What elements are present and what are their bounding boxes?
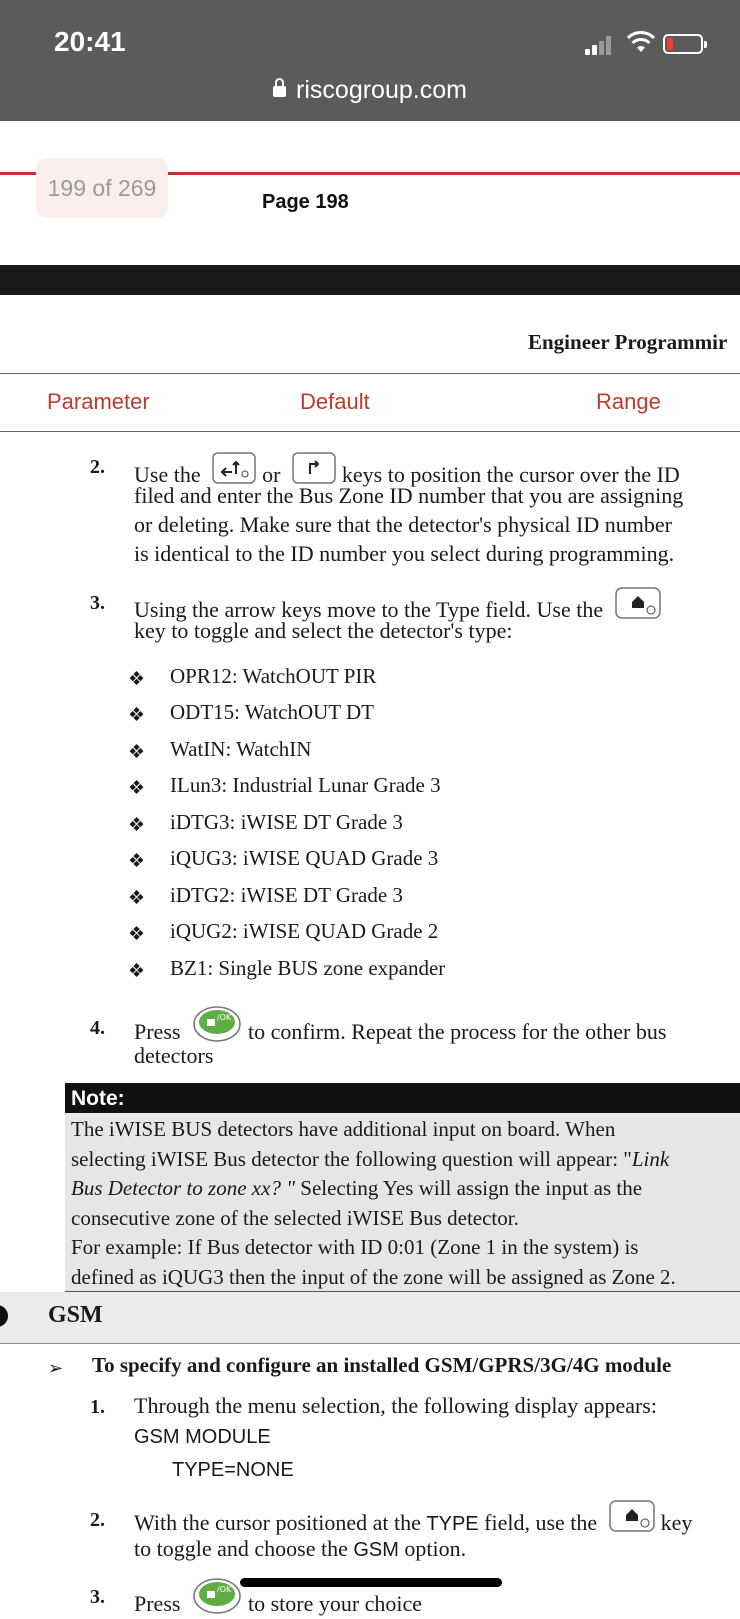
procedure-heading: To specify and configure an installed GSM/GPRS/3G/4G module: [92, 1353, 672, 1377]
step-4-line-1: Press /OK to confirm. Repeat the process for the other bus: [134, 1005, 666, 1047]
list-item: OPR12: WatchOUT PIR: [170, 664, 377, 688]
address-bar[interactable]: [0, 76, 740, 105]
browser-top-bar: [0, 0, 740, 121]
step-number: 1.: [90, 1396, 105, 1418]
col-header-range: Range: [596, 389, 661, 414]
running-head: Engineer Programmir: [528, 330, 728, 354]
wifi-icon: [626, 30, 656, 56]
signal-strength-icon: [585, 35, 617, 55]
list-item: WatIN: WatchIN: [170, 737, 312, 761]
svg-text:/OK: /OK: [216, 1585, 232, 1594]
step-2-line-1: Use the or keys to position the cursor over the ID: [134, 452, 680, 490]
note-line: consecutive zone of the selected iWISE Bus detector.: [71, 1205, 519, 1230]
step-number: 4.: [90, 1017, 105, 1039]
bullet-icon: ❖: [128, 815, 146, 836]
list-item: iDTG3: iWISE DT Grade 3: [170, 810, 403, 834]
bullet-icon: ❖: [128, 778, 146, 799]
step-3-line-2: key to toggle and select the detector's type:: [134, 618, 513, 643]
gsm-step-1-text: Through the menu selection, the following display appears:: [134, 1393, 657, 1418]
section-heading-bar: [0, 1292, 740, 1344]
table-rule-bottom: [0, 431, 740, 432]
step-2-line-3: or deleting. Make sure that the detector's physical ID number: [134, 512, 672, 537]
ok-key-icon: [192, 1577, 242, 1615]
gsm-step-2-line-1: With the cursor positioned at the TYPE field, use the key: [134, 1500, 692, 1540]
gsm-step-3-line-1: Press /OK to store your choice: [134, 1577, 422, 1619]
bullet-icon: ❖: [128, 924, 146, 945]
section-title: GSM: [48, 1302, 103, 1328]
list-item: BZ1: Single BUS zone expander: [170, 956, 446, 980]
step-3-line-1: Using the arrow keys move to the Type field. Use the: [134, 587, 667, 625]
bullet-icon: ❖: [128, 888, 146, 909]
list-item: ILun3: Industrial Lunar Grade 3: [170, 773, 441, 797]
step-2-line-4: is identical to the ID number you select during programming.: [134, 541, 675, 566]
list-item: iQUG2: iWISE QUAD Grade 2: [170, 919, 439, 943]
note-line: defined as iQUG3 then the input of the zone will be assigned as Zone 2.: [71, 1264, 676, 1289]
step-4-line-2: detectors: [134, 1043, 214, 1068]
col-header-parameter: Parameter: [47, 389, 150, 414]
note-heading: Note:: [65, 1083, 740, 1113]
note-body: [65, 1113, 740, 1292]
page-counter: 199 of 269: [36, 158, 168, 218]
step-number: 3.: [90, 1586, 105, 1608]
list-item: ODT15: WatchOUT DT: [170, 700, 375, 724]
step-number: 2.: [90, 1509, 105, 1531]
note-line: The iWISE BUS detectors have additional input on board. When: [71, 1117, 616, 1141]
gsm-step-2-line-2: to toggle and choose the GSM option.: [134, 1536, 467, 1561]
arrow-bullet-icon: ➢: [48, 1358, 64, 1378]
note-line: selecting iWISE Bus detector the following question will appear: "Link: [71, 1146, 670, 1171]
status-time: 20:41: [54, 26, 126, 57]
step-number: 3.: [90, 592, 105, 614]
note-box: [65, 1083, 740, 1292]
note-line: Bus Detector to zone xx? " Selecting Yes will assign the input as the: [71, 1176, 643, 1200]
lcd-display-line-1: GSM MODULE: [134, 1426, 271, 1448]
list-item: iQUG3: iWISE QUAD Grade 3: [170, 846, 439, 870]
home-indicator[interactable]: [240, 1578, 502, 1587]
lock-icon: [273, 86, 286, 97]
bullet-icon: ❖: [128, 669, 146, 690]
note-line: For example: If Bus detector with ID 0:01 (Zone 1 in the system) is: [71, 1235, 639, 1259]
col-header-default: Default: [300, 389, 370, 414]
bullet-icon: ❖: [128, 961, 146, 982]
page-number: Page 198: [262, 191, 349, 213]
header-band: [0, 265, 740, 295]
home-key-icon: [609, 1500, 655, 1534]
list-item: iDTG2: iWISE DT Grade 3: [170, 883, 403, 907]
step-2-line-2: filed and enter the Bus Zone ID number that you are assigning: [134, 483, 684, 508]
lcd-display-line-2: TYPE=NONE: [172, 1459, 294, 1481]
bullet-icon: ❖: [128, 742, 146, 763]
svg-text:/OK: /OK: [216, 1013, 232, 1022]
url-text: riscogroup.com: [296, 76, 467, 104]
battery-icon: [663, 34, 703, 54]
table-rule-top: [0, 373, 740, 374]
bullet-icon: ❖: [128, 851, 146, 872]
home-key-icon: [615, 587, 661, 621]
bullet-icon: ❖: [128, 705, 146, 726]
ok-key-icon: [192, 1005, 242, 1043]
step-number: 2.: [90, 456, 105, 478]
